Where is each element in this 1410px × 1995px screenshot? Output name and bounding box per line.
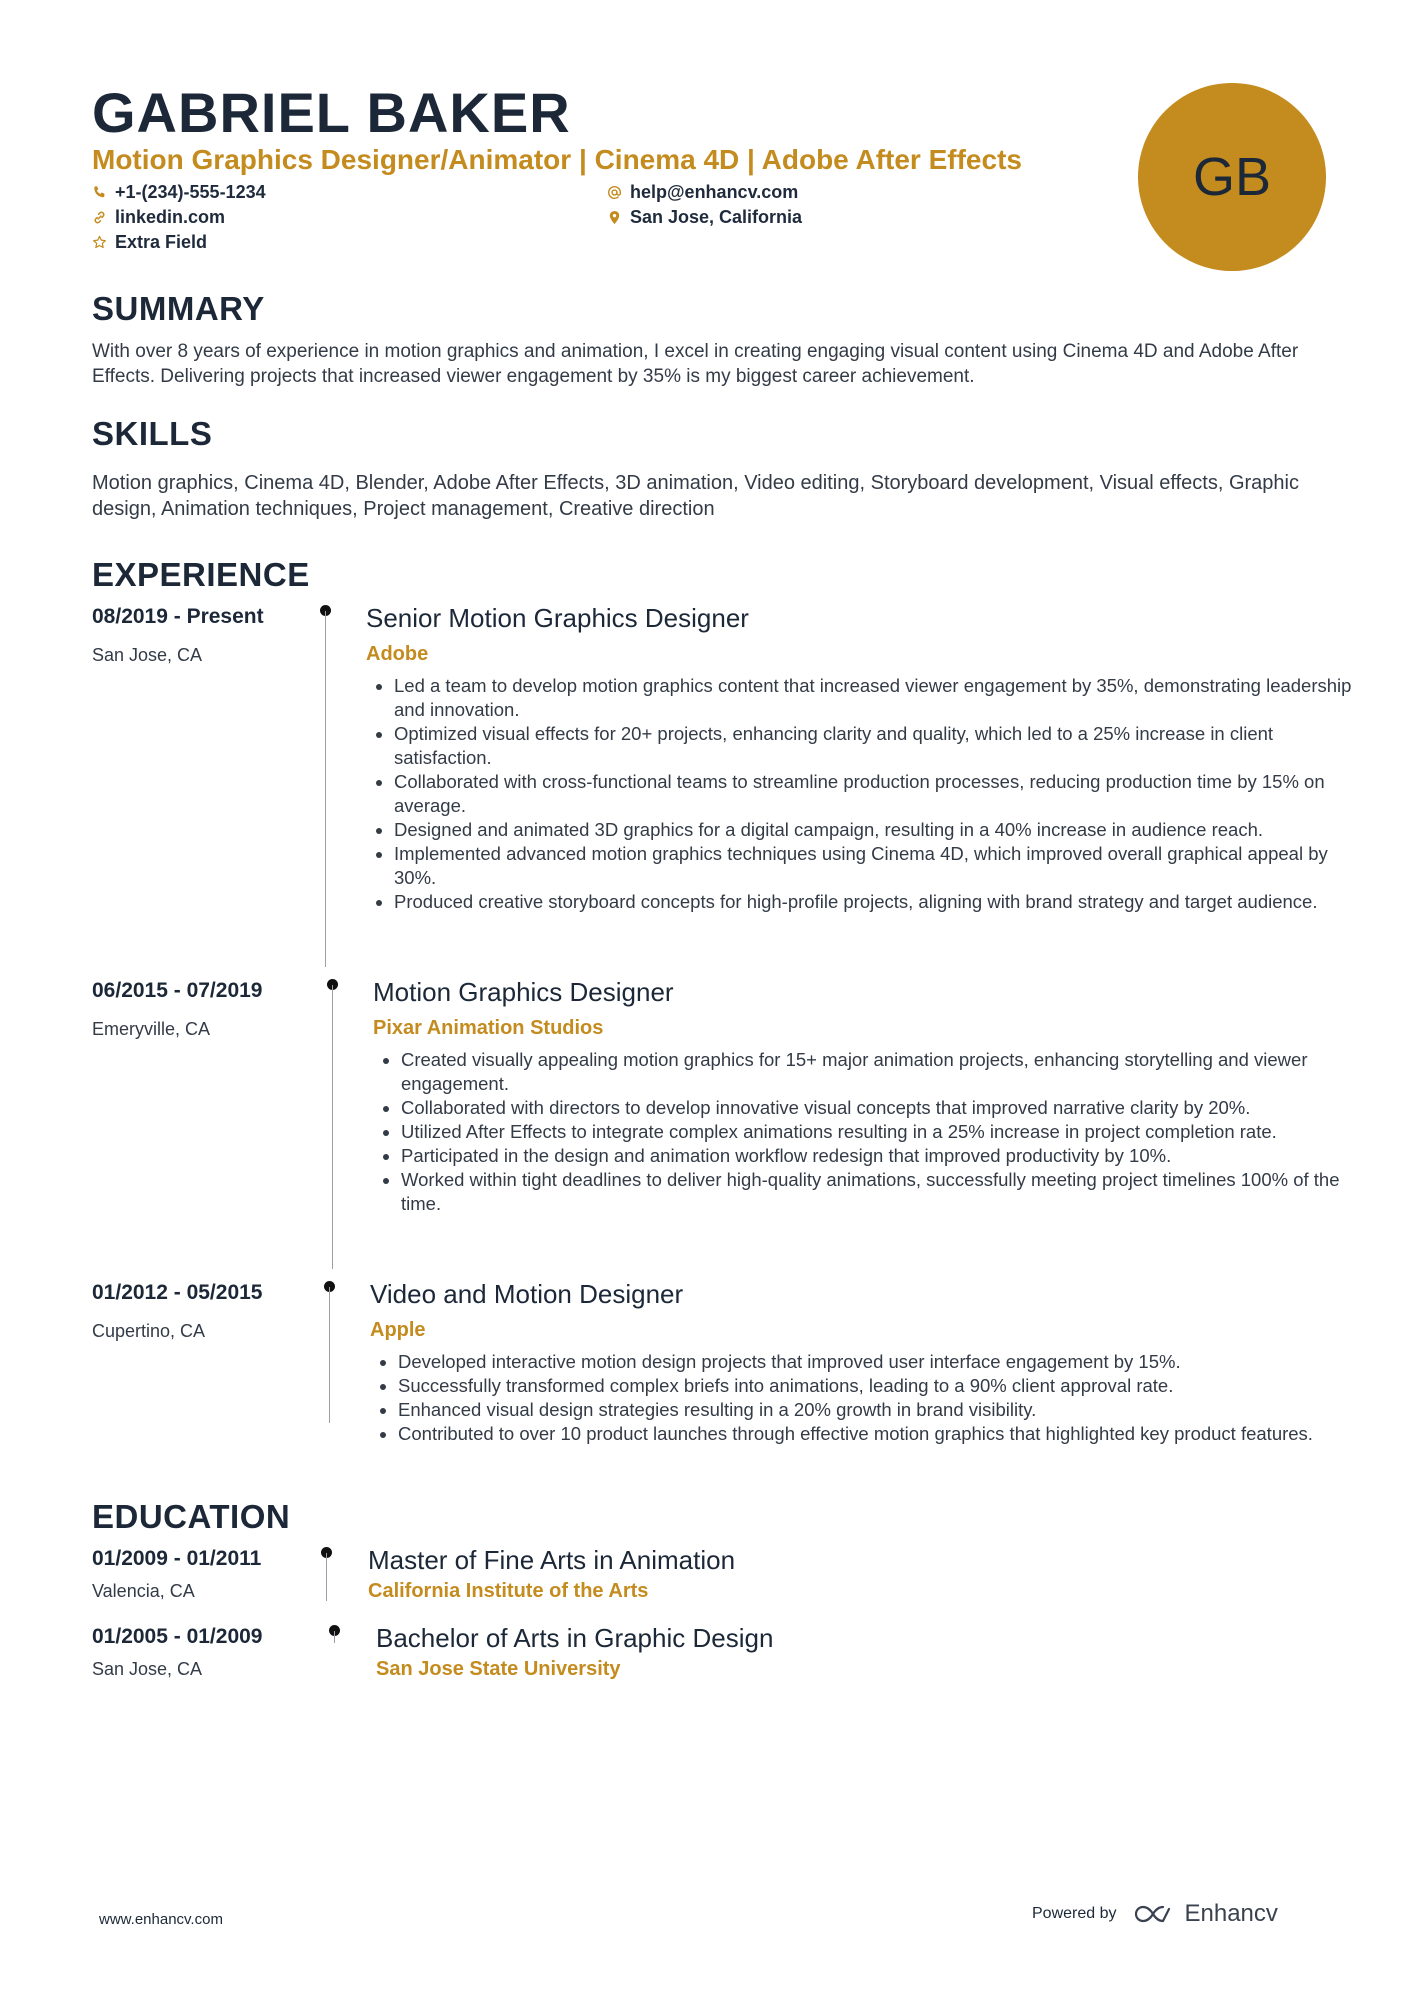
list-item: • Utilized After Effects to integrate complex animations resulting in a 25% increase in project completion rate. bbox=[401, 1120, 1361, 1144]
timeline-line bbox=[334, 1631, 335, 1643]
list-item: • Designed and animated 3D graphics for a digital campaign, resulting in a 40% increase in audience reach. bbox=[394, 818, 1354, 842]
skills-text: Motion graphics, Cinema 4D, Blender, Adobe After Effects, 3D animation, Video editing, Storyboard development, Visual effects, Graphic design, Animation techniques, Project management, Creative direction bbox=[92, 472, 1299, 520]
location-pin-icon bbox=[607, 210, 622, 225]
at-icon bbox=[607, 185, 622, 200]
avatar-initials: GB bbox=[1192, 147, 1272, 207]
avatar bbox=[1138, 83, 1326, 271]
skills-title: SKILLS bbox=[92, 415, 213, 452]
list-item: • Collaborated with directors to develop innovative visual concepts that improved narrative clarity by 20%. bbox=[401, 1096, 1361, 1120]
list-item: • Optimized visual effects for 20+ projects, enhancing clarity and quality, which led to a 25% increase in client satisfaction. bbox=[394, 722, 1354, 770]
headline: Motion Graphics Designer/Animator | Cinema 4D | Adobe After Effects bbox=[92, 144, 1022, 175]
list-item: • Successfully transformed complex briefs into animations, leading to a 90% client approval rate. bbox=[398, 1374, 1358, 1398]
job-role: Video and Motion Designer bbox=[370, 1279, 684, 1309]
phone-icon bbox=[92, 185, 107, 200]
summary-text: With over 8 years of experience in motion graphics and animation, I excel in creating engaging visual content using Cinema 4D and Adobe After Effects. Delivering projects that increased viewer engagement by 35% is my biggest career achievement. bbox=[92, 341, 1299, 387]
extra-field bbox=[92, 232, 207, 253]
location-text: San Jose, California bbox=[630, 207, 803, 227]
brand-name: Enhancv bbox=[1184, 1900, 1278, 1927]
list-item: • Developed interactive motion design projects that improved user interface engagement by 15%. bbox=[398, 1350, 1358, 1374]
list-item: • Led a team to develop motion graphics content that increased viewer engagement by 35%, demonstrating leadership and innovation. bbox=[394, 674, 1354, 722]
enhancv-logo-icon bbox=[1131, 1902, 1179, 1926]
list-item: • Participated in the design and animation workflow redesign that improved productivity by 10%. bbox=[401, 1144, 1361, 1168]
education-location: San Jose, CA bbox=[92, 1659, 203, 1679]
timeline-line bbox=[329, 1287, 330, 1423]
link-icon bbox=[92, 210, 107, 225]
email-address[interactable]: help@enhancv.com bbox=[630, 182, 799, 202]
education-title: EDUCATION bbox=[92, 1498, 291, 1535]
education-degree: Bachelor of Arts in Graphic Design bbox=[376, 1623, 774, 1653]
list-item: • Produced creative storyboard concepts for high-profile projects, aligning with brand strategy and target audience. bbox=[394, 890, 1354, 914]
list-item: • Created visually appealing motion graphics for 15+ major animation projects, enhancing storytelling and viewer engagement. bbox=[401, 1048, 1361, 1096]
list-item: • Contributed to over 10 product launches through effective motion graphics that highlighted key product features. bbox=[398, 1422, 1358, 1446]
footer-website[interactable]: www.enhancv.com bbox=[99, 1911, 223, 1928]
timeline-line bbox=[325, 611, 326, 967]
list-item: • Implemented advanced motion graphics techniques using Cinema 4D, which improved overall graphical appeal by 30%. bbox=[394, 842, 1354, 890]
timeline-line bbox=[332, 985, 333, 1269]
job-dates: 08/2019 - Present bbox=[92, 605, 264, 628]
education-school: California Institute of the Arts bbox=[368, 1580, 649, 1602]
education-school: San Jose State University bbox=[376, 1658, 621, 1680]
education-location: Valencia, CA bbox=[92, 1581, 195, 1601]
footer-branding bbox=[1032, 1900, 1278, 1928]
linkedin-link[interactable]: linkedin.com bbox=[115, 207, 226, 227]
phone-contact bbox=[92, 182, 266, 203]
star-icon bbox=[92, 235, 107, 250]
enhancv-logo[interactable] bbox=[1131, 1900, 1278, 1928]
job-role: Senior Motion Graphics Designer bbox=[366, 603, 749, 633]
job-company: Apple bbox=[370, 1319, 426, 1341]
location-contact bbox=[607, 207, 802, 228]
link-contact bbox=[92, 207, 225, 228]
email-contact bbox=[607, 182, 798, 203]
job-location: San Jose, CA bbox=[92, 645, 203, 665]
job-company: Adobe bbox=[366, 643, 429, 665]
job-dates: 06/2015 - 07/2019 bbox=[92, 979, 263, 1002]
list-item: • Worked within tight deadlines to deliver high-quality animations, successfully meeting project timelines 100% of the time. bbox=[401, 1168, 1361, 1216]
job-role: Motion Graphics Designer bbox=[373, 977, 674, 1007]
job-bullets bbox=[366, 674, 1354, 914]
job-location: Cupertino, CA bbox=[92, 1321, 206, 1341]
job-dates: 01/2012 - 05/2015 bbox=[92, 1281, 263, 1304]
job-company: Pixar Animation Studios bbox=[373, 1017, 604, 1039]
candidate-name: GABRIEL BAKER bbox=[92, 81, 571, 144]
education-dates: 01/2009 - 01/2011 bbox=[92, 1547, 262, 1570]
summary-title: SUMMARY bbox=[92, 290, 265, 327]
list-item: • Enhanced visual design strategies resulting in a 20% growth in brand visibility. bbox=[398, 1398, 1358, 1422]
extra-field-label: Extra Field bbox=[115, 232, 208, 252]
powered-by-label: Powered by bbox=[1032, 1905, 1117, 1922]
education-degree: Master of Fine Arts in Animation bbox=[368, 1545, 736, 1575]
education-dates: 01/2005 - 01/2009 bbox=[92, 1625, 263, 1648]
list-item: • Collaborated with cross-functional teams to streamline production processes, reducing production time by 15% on average. bbox=[394, 770, 1354, 818]
timeline-line bbox=[326, 1553, 327, 1601]
job-bullets bbox=[370, 1350, 1358, 1446]
job-location: Emeryville, CA bbox=[92, 1019, 211, 1039]
job-bullets bbox=[373, 1048, 1361, 1216]
phone-number[interactable]: +1-(234)-555-1234 bbox=[115, 182, 266, 202]
experience-title: EXPERIENCE bbox=[92, 556, 310, 593]
